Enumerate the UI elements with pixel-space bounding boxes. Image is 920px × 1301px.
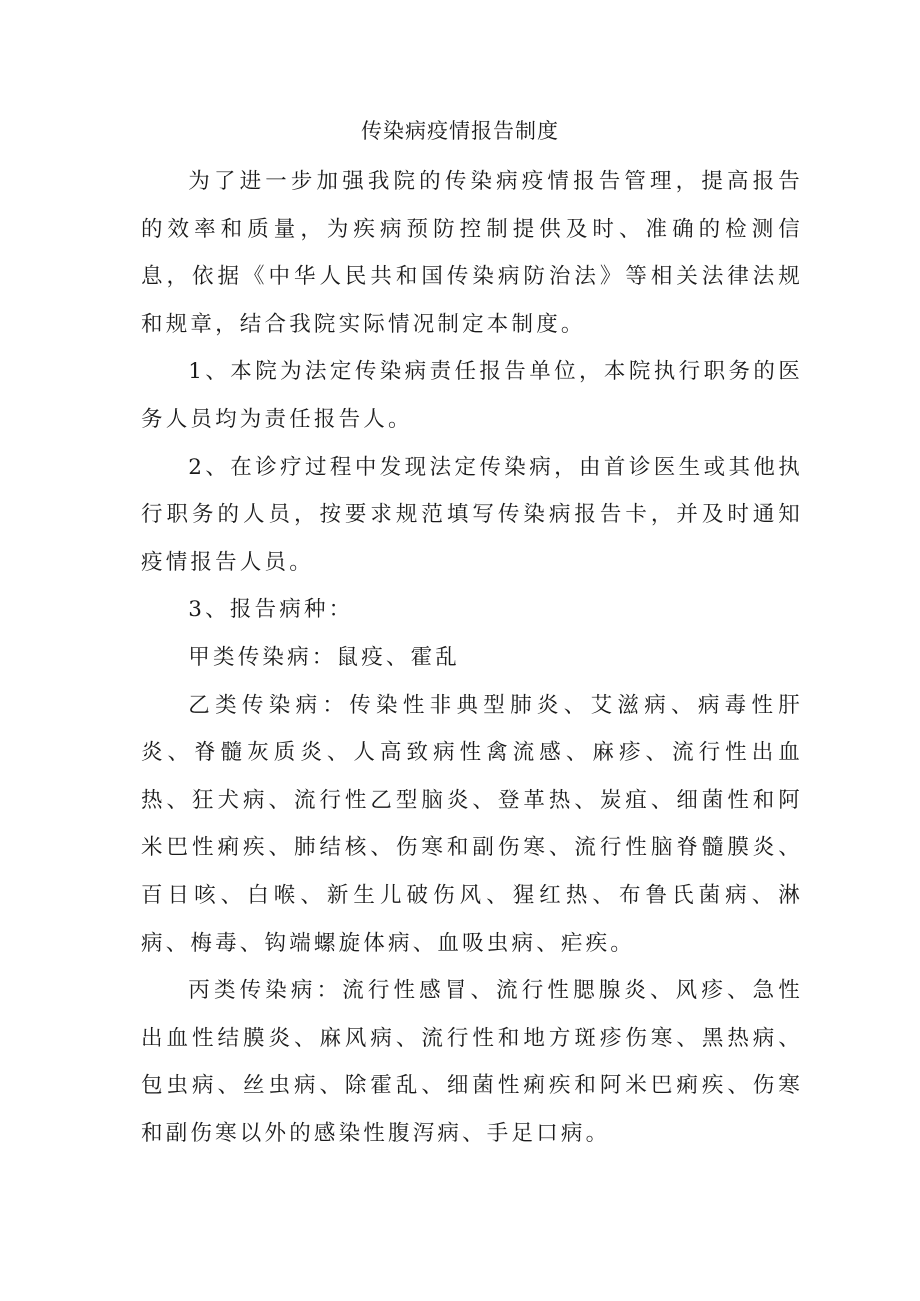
class-c-diseases: 丙类传染病：流行性感冒、流行性腮腺炎、风疹、急性出血性结膜炎、麻风病、流行性和地方斑疹伤寒、黑热病、包虫病、丝虫病、除霍乱、细菌性痢疾和阿米巴痢疾、伤寒和副伤寒以外的感染性腹泻病、手足口病。 (141, 978, 803, 1146)
class-a-diseases: 甲类传染病：鼠疫、霍乱 (188, 644, 460, 670)
intro-paragraph: 为了进一步加强我院的传染病疫情报告管理，提高报告的效率和质量，为疾病预防控制提供及时、准确的检测信息，依据《中华人民共和国传染病防治法》等相关法律法规和规章，结合我院实际情况制定本制度。 (141, 169, 803, 337)
paragraph-item-2: 2、在诊疗过程中发现法定传染病，由首诊医生或其他执行职务的人员，按要求规范填写传染病报告卡，并及时通知疫情报告人员。 (141, 454, 803, 575)
document-title: 传染病疫情报告制度 (361, 119, 559, 143)
paragraph-item-3: 3、报告病种： (188, 597, 354, 623)
class-b-diseases: 乙类传染病：传染性非典型肺炎、艾滋病、病毒性肝炎、脊髓灰质炎、人高致病性禽流感、麻疹、流行性出血热、狂犬病、流行性乙型脑炎、登革热、炭疽、细菌性和阿米巴性痢疾、肺结核、伤寒和副伤寒、流行性脑脊髓膜炎、百日咳、白喉、新生儿破伤风、猩红热、布鲁氏菌病、淋病、梅毒、钩端螺旋体病、血吸虫病、疟疾。 (141, 692, 803, 956)
paragraph-item-1: 1、本院为法定传染病责任报告单位，本院执行职务的医务人员均为责任报告人。 (141, 359, 803, 432)
document-body (141, 158, 803, 1157)
